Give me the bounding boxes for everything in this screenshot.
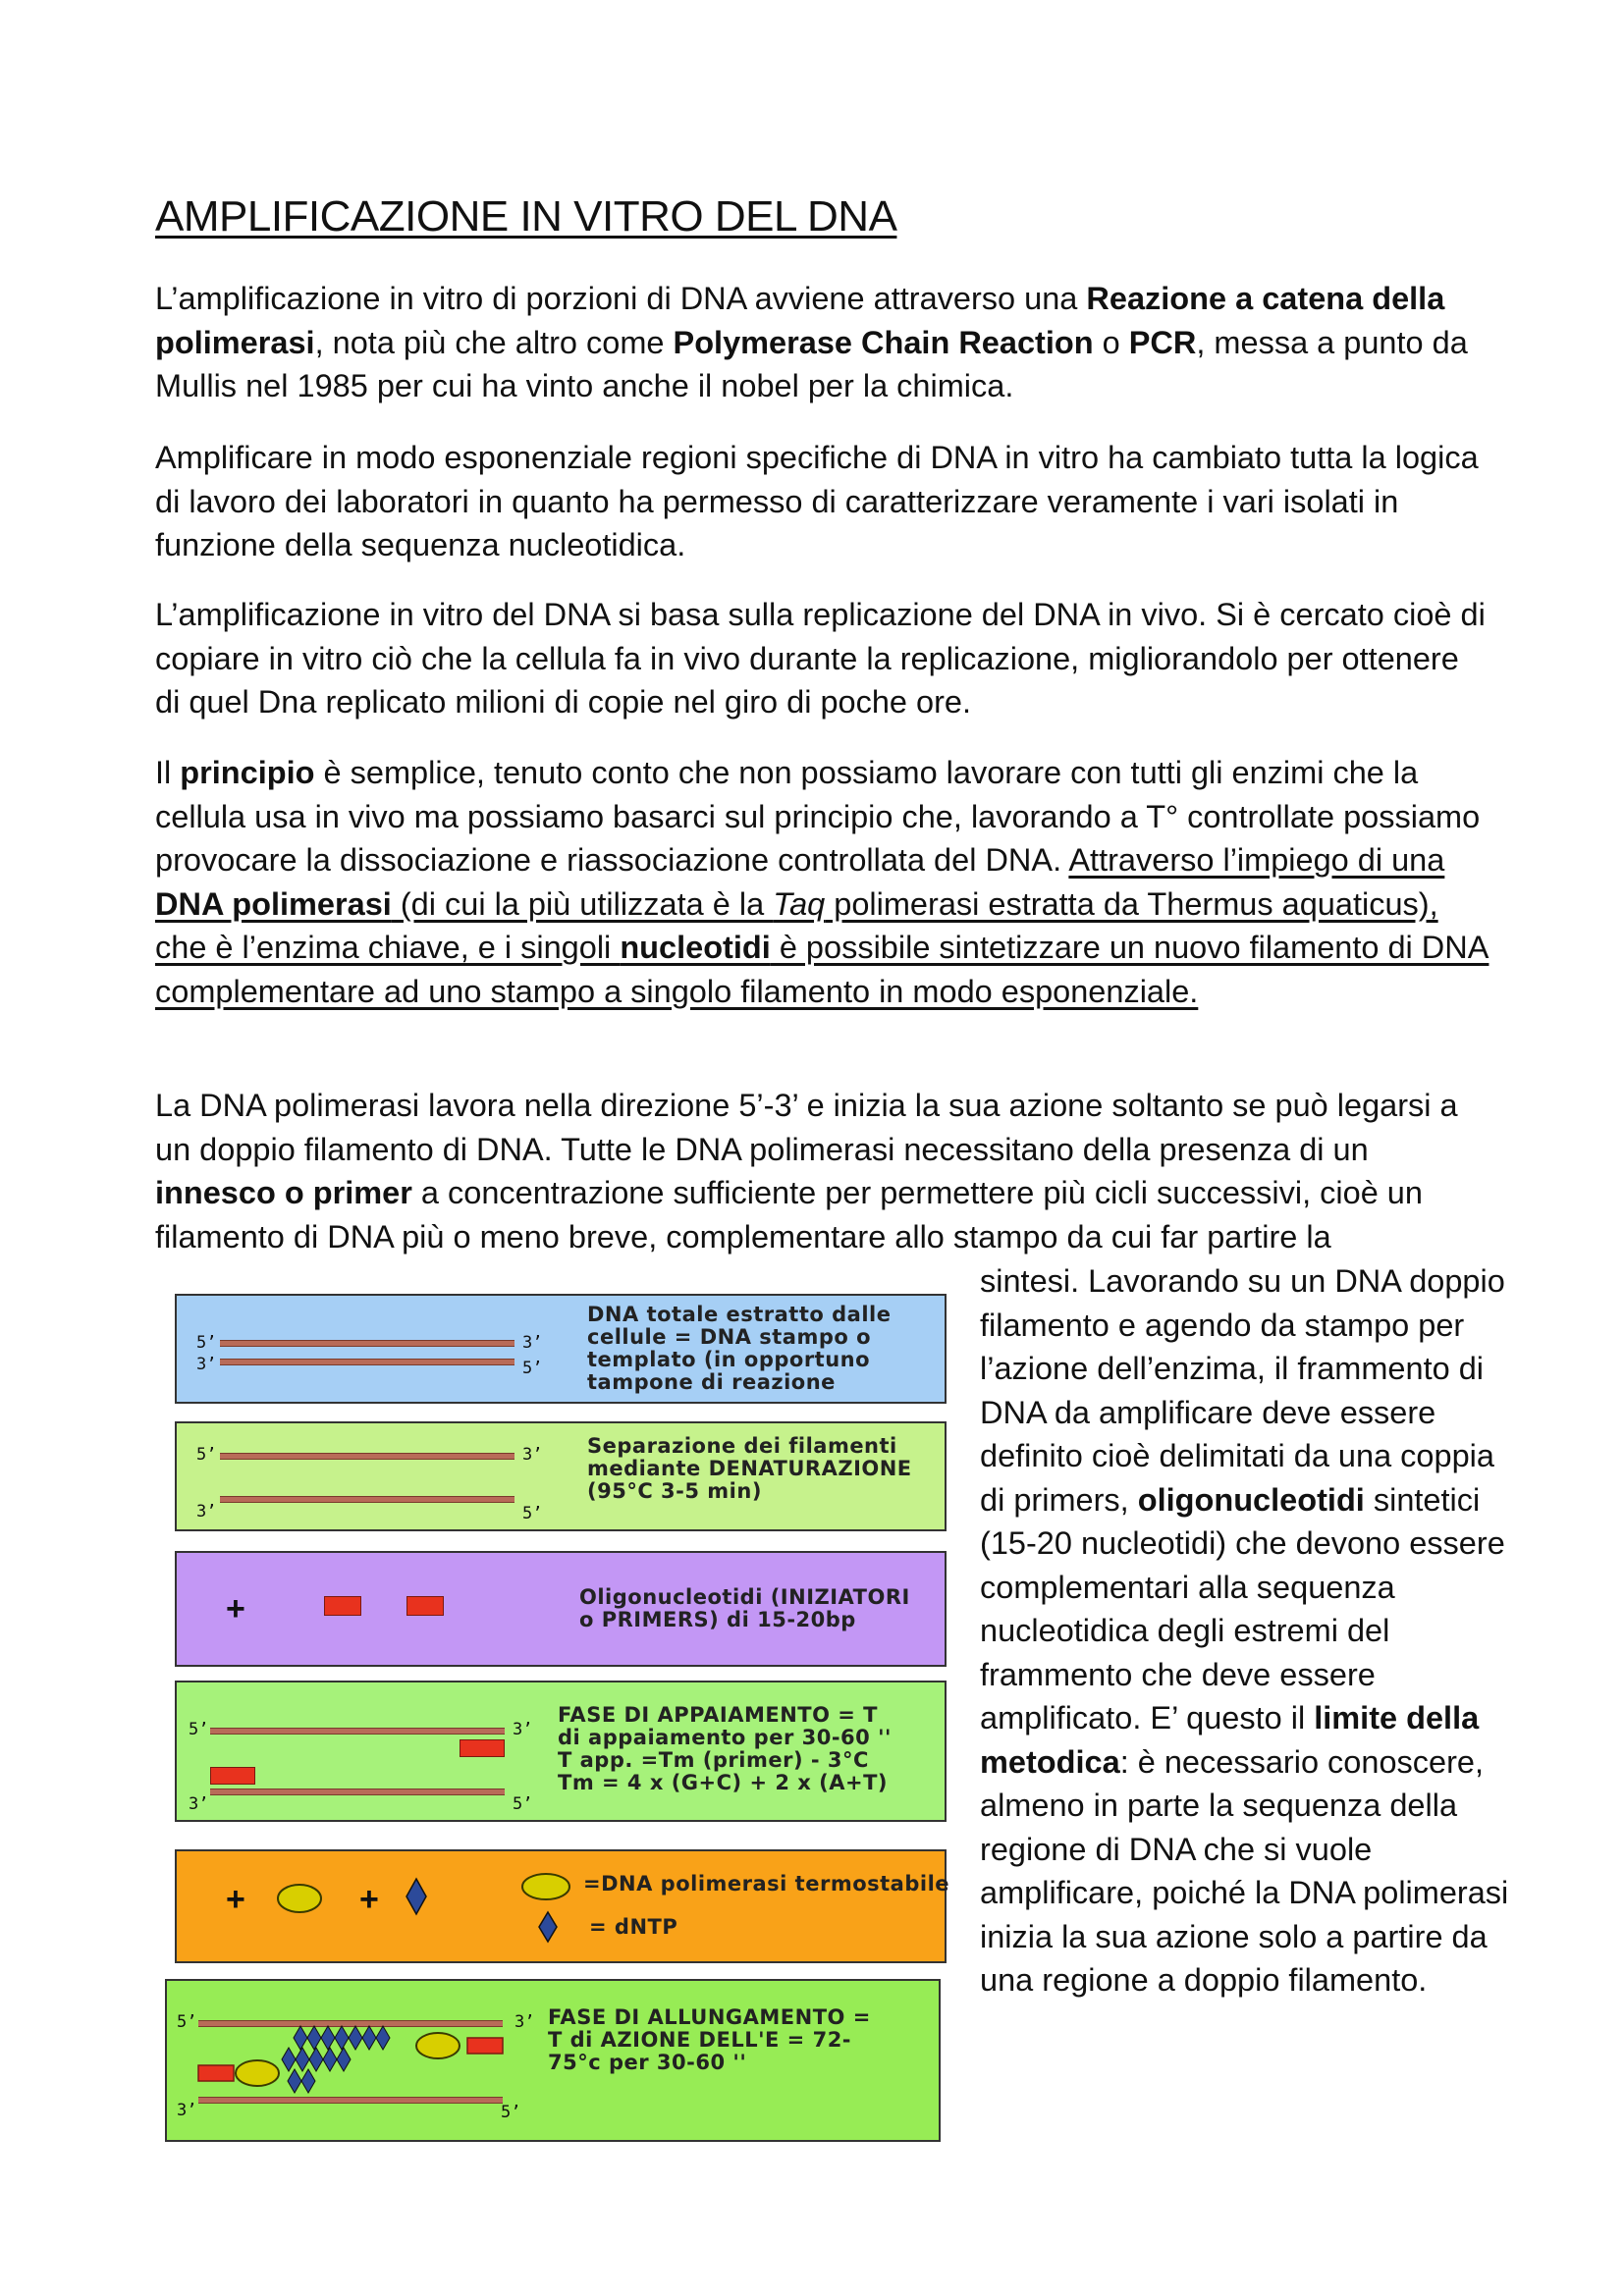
panel-primers xyxy=(175,1551,947,1667)
dna-strand xyxy=(210,1728,505,1735)
five-prime-label: 5’ xyxy=(501,2103,521,2122)
dna-strand xyxy=(220,1453,514,1460)
bold-term: innesco o primer xyxy=(155,1175,412,1210)
bold-term: nucleotidi xyxy=(620,930,771,965)
bold-term: Polymerase Chain Reaction xyxy=(673,324,1094,360)
primer-block xyxy=(406,1596,444,1616)
three-prime-label: 3’ xyxy=(189,1794,209,1814)
text: Il xyxy=(155,755,181,790)
primer-block xyxy=(324,1596,361,1616)
panel-caption: DNA totale estratto dalle cellule = DNA stampo o templato (in opportuno tampone di reazione xyxy=(587,1303,892,1394)
bold-term: PCR xyxy=(1128,324,1197,360)
panel-caption: FASE DI APPAIAMENTO = T di appaiamento per 30-60 '' T app. =Tm (primer) - 3°C Tm = 4 x (G+C) + 2 x (A+T) xyxy=(558,1703,892,1794)
panel-caption: Oligonucleotidi (INIZIATORI o PRIMERS) di 15-20bp xyxy=(579,1585,910,1631)
italic-term: Taq xyxy=(773,885,826,922)
panel-caption: FASE DI ALLUNGAMENTO = T di AZIONE DELL'E = 72- 75°c per 30-60 '' xyxy=(548,2005,871,2074)
five-prime-label: 5’ xyxy=(196,1445,217,1465)
dna-strand xyxy=(220,1496,514,1503)
bold-term: principio xyxy=(180,755,315,790)
text: , nota più che altro come xyxy=(314,324,674,360)
primer-block xyxy=(210,1767,255,1785)
text: : è necessario conoscere, almeno in parte la sequenza della regione di DNA che si vuole amplificare, poiché la DNA polimerasi inizia la sua azione solo a partire da una regione a doppio filamento. xyxy=(980,1743,1509,1998)
polymerase-icon xyxy=(518,1869,573,1904)
text: è semplice, tenuto conto che non possiamo lavorare con tutti gli enzimi che la cellula usa in vivo ma possiamo basarci sul principio che, lavorando a T° controllate possiamo provocare la dissociazione e riassociazione controllata del DNA. xyxy=(155,755,1481,878)
five-prime-label: 5’ xyxy=(522,1359,543,1378)
three-prime-label: 3’ xyxy=(514,2012,535,2032)
text: L’amplificazione in vitro di porzioni di DNA avviene attraverso una xyxy=(155,281,1087,316)
paragraph-intro xyxy=(155,277,1490,408)
extension-complex-icon xyxy=(196,2024,511,2099)
three-prime-label: 3’ xyxy=(196,1502,217,1522)
text: (di cui la più utilizzata è la xyxy=(391,885,774,922)
text: è possibile sintetizzare un nuovo filamento di DNA complementare ad uno stampo a singolo filamento in modo esponenziale. xyxy=(155,930,1489,1009)
panel-caption: =DNA polimerasi termostabile xyxy=(583,1872,950,1896)
plus-sign: + xyxy=(226,1881,245,1918)
three-prime-label: 3’ xyxy=(196,1355,217,1374)
text: La DNA polimerasi lavora nella direzione 5’-3’ e inizia la sua azione soltanto se può legarsi a un doppio filamento di DNA. Tutte le DNA polimerasi necessitano della presenza di un xyxy=(155,1088,1458,1167)
paragraph-primers xyxy=(980,1259,1510,2002)
paragraph-amplification: Amplificare in modo esponenziale regioni specifiche di DNA in vitro ha cambiato tutta la logica di lavoro dei laboratori in quanto ha permesso di caratterizzare veramente i vari isolati in funzione della sequenza nucleotidica. xyxy=(155,440,1479,562)
panel-caption: = dNTP xyxy=(589,1915,678,1939)
panel-denaturation xyxy=(175,1421,947,1531)
five-prime-label: 5’ xyxy=(177,2012,197,2032)
three-prime-label: 3’ xyxy=(513,1720,533,1739)
text: a concentrazione sufficiente per permettere più cicli successivi, cioè un filamento di DNA più o meno breve, complementare allo stampo da cui far partire la xyxy=(155,1175,1423,1255)
dna-strand xyxy=(220,1359,514,1365)
plus-sign: + xyxy=(226,1590,245,1628)
bold-term: Reazione a catena della polimerasi xyxy=(155,281,1445,360)
panel-reagents xyxy=(175,1849,950,1963)
primer-block xyxy=(460,1739,505,1757)
dna-strand xyxy=(210,1789,505,1795)
bold-term: oligonucleotidi xyxy=(1137,1481,1365,1518)
plus-sign: + xyxy=(359,1881,379,1918)
page-title: AMPLIFICAZIONE IN VITRO DEL DNA xyxy=(155,192,897,240)
three-prime-label: 3’ xyxy=(177,2101,197,2120)
bold-term: DNA polimerasi xyxy=(155,885,392,922)
five-prime-label: 5’ xyxy=(196,1333,217,1353)
dna-strand xyxy=(220,1340,514,1347)
three-prime-label: 3’ xyxy=(522,1333,543,1353)
text: Attraverso l’impiego di una xyxy=(1068,842,1445,878)
dntp-icon xyxy=(536,1910,560,1944)
text: , messa a punto da Mullis nel 1985 per cui ha vinto anche il nobel per la chimica. xyxy=(155,324,1468,403)
polymerase-icon xyxy=(275,1879,324,1918)
panel-template-dna xyxy=(175,1294,947,1404)
text: sintesi. Lavorando su un DNA doppio filamento e agendo da stampo per l’azione dell’enzima, il frammento di DNA da amplificare deve essere definito cioè delimitati da una coppia di primers, xyxy=(980,1263,1505,1518)
dntp-icon xyxy=(405,1877,428,1916)
panel-extension xyxy=(165,1979,941,2142)
panel-annealing xyxy=(175,1681,947,1822)
bold-term: limite della metodica xyxy=(980,1700,1480,1780)
paragraph-polymerase xyxy=(155,1084,1490,1258)
text: o xyxy=(1093,324,1129,360)
text: polimerasi estratta da Thermus aquaticus), che è l’enzima chiave, e i singoli xyxy=(155,885,1438,965)
five-prime-label: 5’ xyxy=(522,1504,543,1523)
five-prime-label: 5’ xyxy=(513,1794,533,1814)
panel-caption: Separazione dei filamenti mediante DENATURAZIONE (95°C 3-5 min) xyxy=(587,1434,912,1503)
text: sintetici (15-20 nucleotidi) che devono essere complementari alla sequenza nucleotidica degli estremi del frammento che deve essere amplificato. E’ questo il xyxy=(980,1481,1505,1735)
three-prime-label: 3’ xyxy=(522,1445,543,1465)
five-prime-label: 5’ xyxy=(189,1720,209,1739)
paragraph-replication: L’amplificazione in vitro del DNA si basa sulla replicazione del DNA in vivo. Si è cercato cioè di copiare in vitro ciò che la cellula fa in vivo durante la replicazione, migliorandolo per ottenere di quel Dna replicato milioni di copie nel giro di poche ore. xyxy=(155,597,1486,720)
paragraph-principle xyxy=(155,751,1490,1013)
